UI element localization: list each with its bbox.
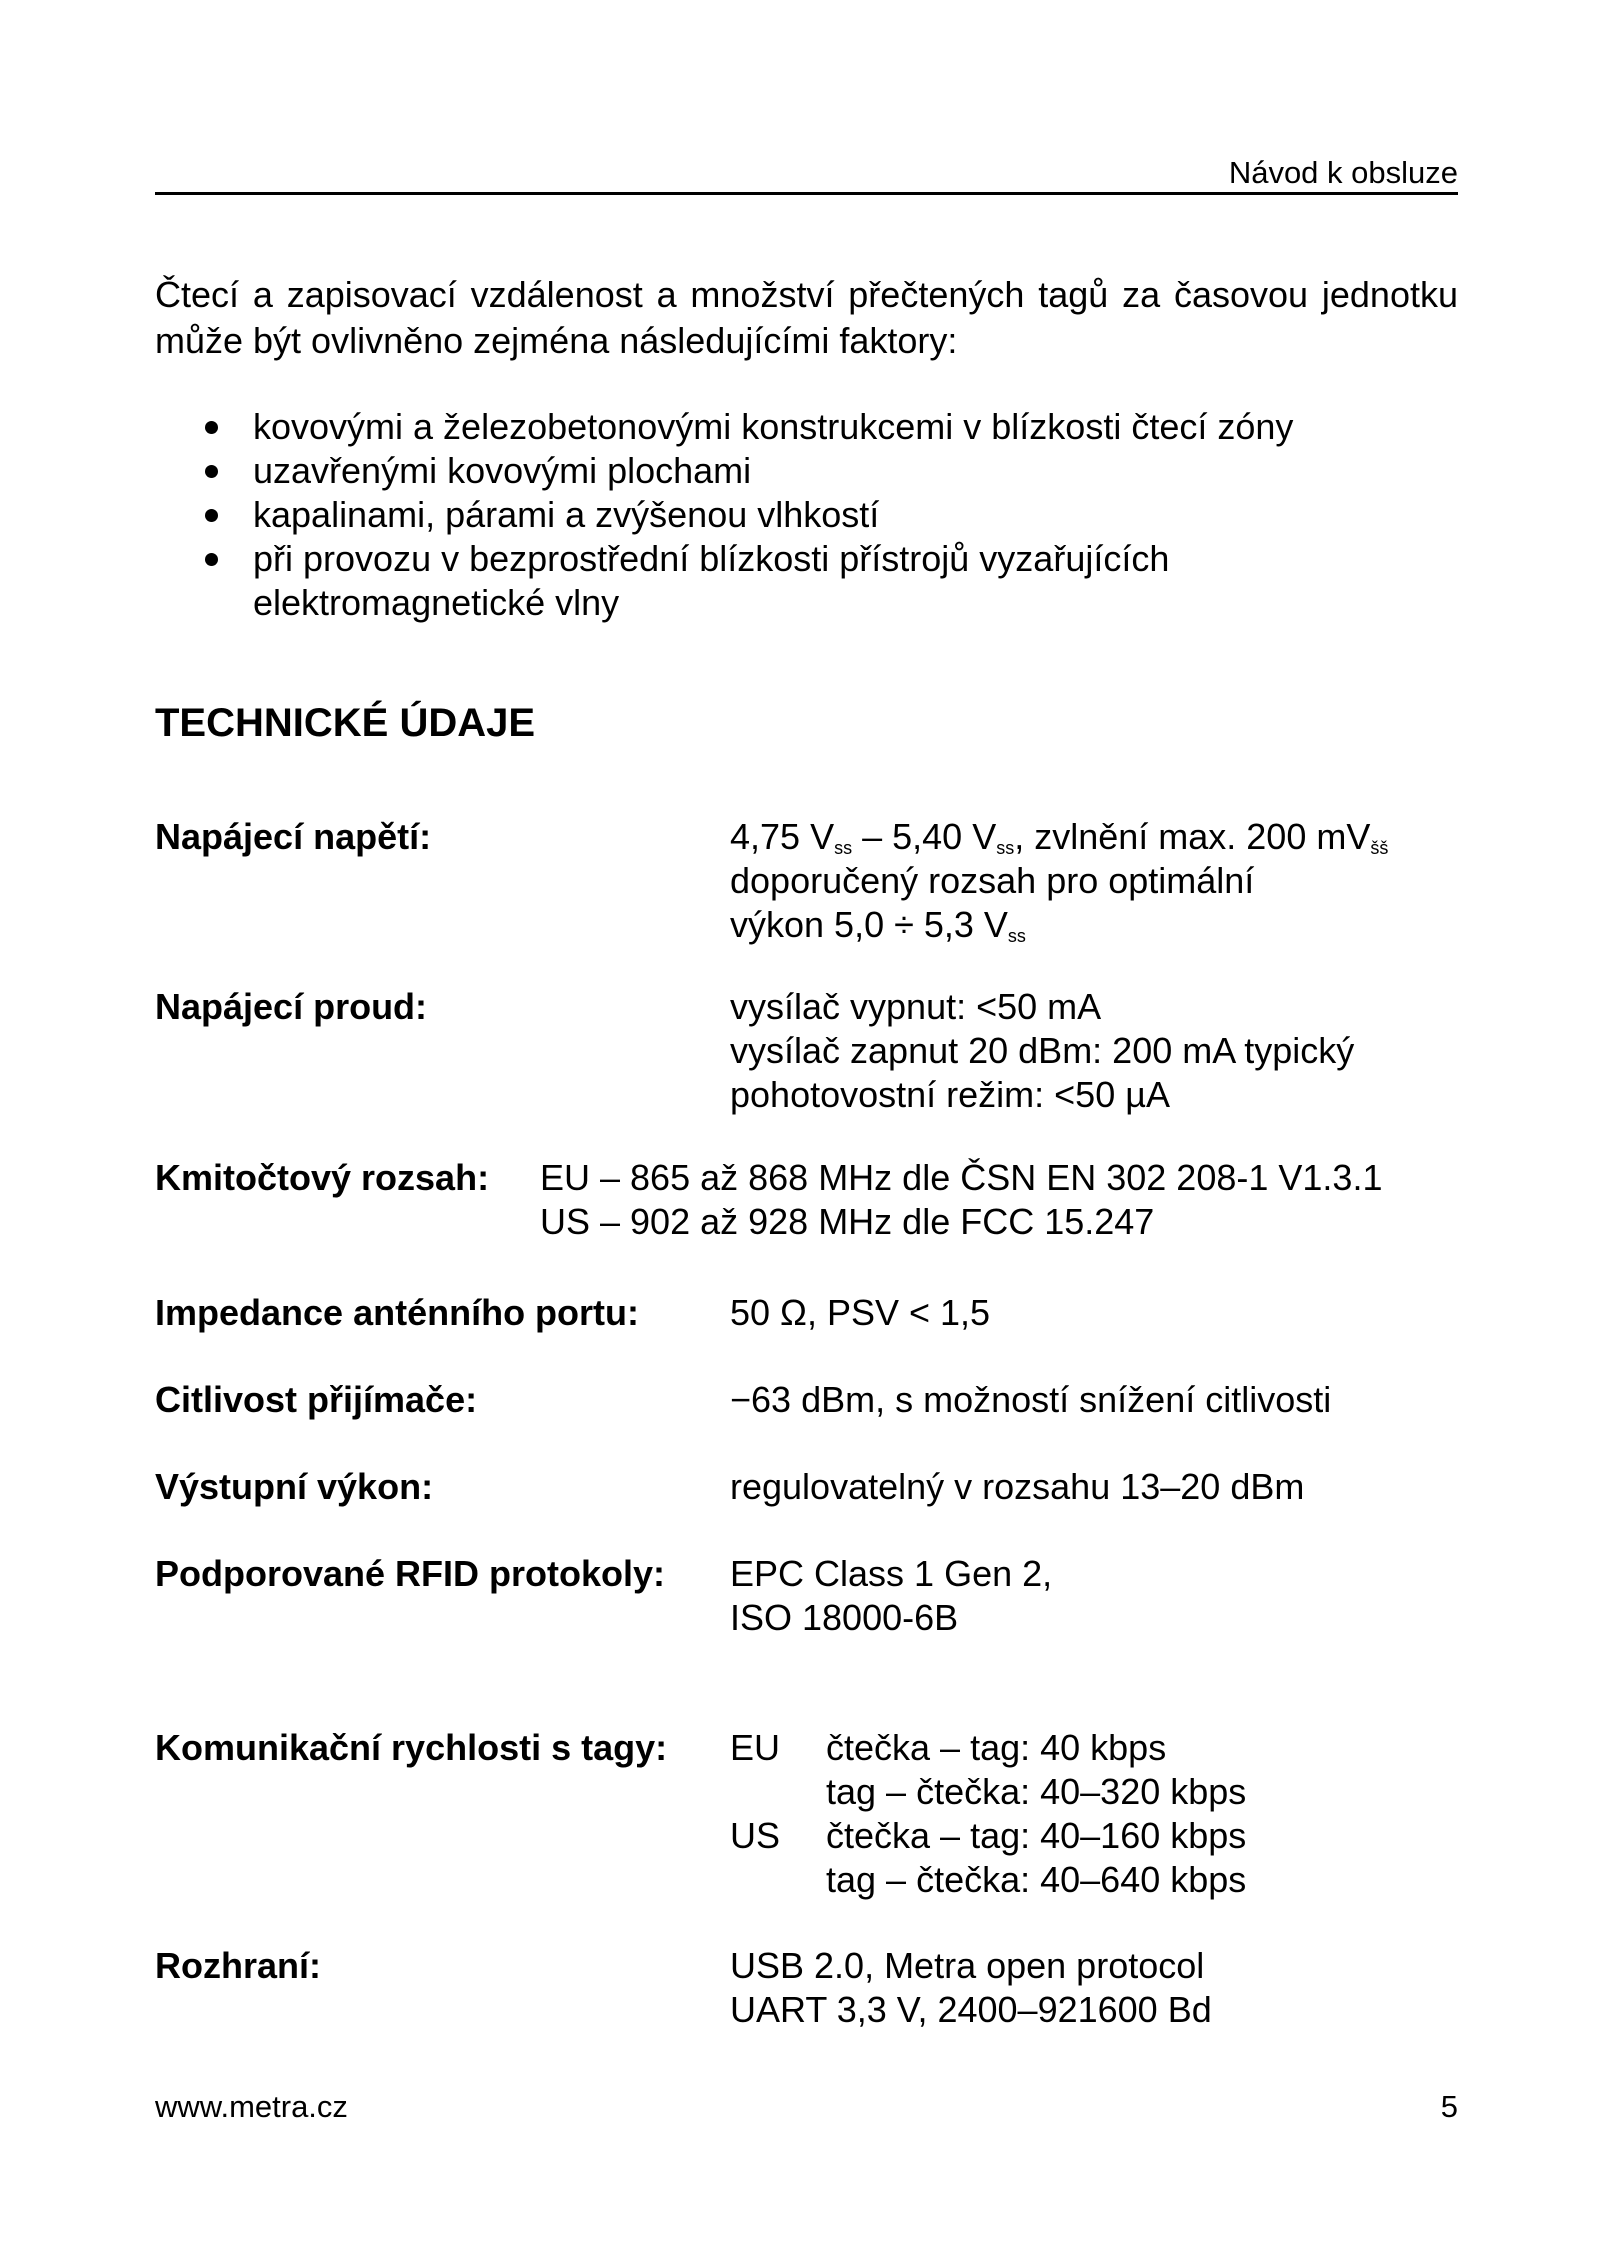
table-row: tag – čtečka: 40–320 kbps xyxy=(826,1771,1247,1812)
header-title: Návod k obsluze xyxy=(1228,155,1458,190)
bullet-icon xyxy=(205,421,218,434)
intro-paragraph: Čtecí a zapisovací vzdálenost a množství přečtených tagů za časovou jednotku může být ovlivněno zejména následujícími faktory: xyxy=(155,274,1458,361)
header-divider xyxy=(155,192,1458,195)
spec-value-supply-voltage: 4,75 $V_{ss} - 5,40$ $V_{ss}$, zvlnění max. 200 $mV_{šš}$ doporučený rozsah pro optimální výkon 5,0 ÷ 5,3 $V_{ss}$ xyxy=(730,816,1389,946)
spec-value-sensitivity: −63 dBm, s možností snížení citlivosti xyxy=(730,1379,1332,1420)
spec-label-supply-voltage: Napájecí napětí: xyxy=(155,816,432,857)
section-title: TECHNICKÉ ÚDAJE xyxy=(155,701,536,745)
spec-label-impedance: Impedance anténního portu: xyxy=(155,1292,640,1333)
spec-value-impedance: 50 Ω, PSV < 1,5 xyxy=(730,1292,991,1333)
bullet-icon xyxy=(205,509,218,522)
spec-value-comm-speeds xyxy=(730,1726,1246,1902)
list-item: kovovými a železobetonovými konstrukcemi v blízkosti čtecí zóny xyxy=(205,405,1353,449)
spec-value-frequency: EU – 865 až 868 MHz dle ČSN EN 302 208-1 V1.3.1 US – 902 až 928 MHz dle FCC 15.247 xyxy=(540,1157,1383,1242)
list-item: uzavřenými kovovými plochami xyxy=(205,449,1353,493)
table-row: tag – čtečka: 40–640 kbps xyxy=(826,1859,1247,1900)
spec-value-output-power: regulovatelný v rozsahu 13–20 dBm xyxy=(730,1466,1305,1507)
factor-list xyxy=(205,405,1353,625)
bullet-icon xyxy=(205,465,218,478)
page-number: 5 xyxy=(1440,2089,1458,2124)
spec-value-supply-current: vysílač vypnut: <50 mA vysílač zapnut 20 dBm: 200 mA typický pohotovostní režim: <50 µA xyxy=(730,986,1355,1115)
table-row: US čtečka – tag: 40–160 kbps xyxy=(730,1815,1247,1856)
spec-value-rfid-protocols: EPC Class 1 Gen 2, ISO 18000-6B xyxy=(730,1553,1053,1638)
list-item: při provozu v bezprostřední blízkosti přístrojů vyzařujících elektromagnetické vlny xyxy=(205,537,1353,625)
spec-label-sensitivity: Citlivost přijímače: xyxy=(155,1379,478,1420)
list-item: kapalinami, párami a zvýšenou vlhkostí xyxy=(205,493,1353,537)
spec-label-rfid-protocols: Podporované RFID protokoly: xyxy=(155,1553,666,1594)
spec-label-output-power: Výstupní výkon: xyxy=(155,1466,434,1507)
footer-website: www.metra.cz xyxy=(155,2089,348,2124)
spec-label-comm-speeds: Komunikační rychlosti s tagy: xyxy=(155,1727,668,1768)
bullet-icon xyxy=(205,553,218,566)
spec-label-supply-current: Napájecí proud: xyxy=(155,986,428,1027)
spec-value-interface: USB 2.0, Metra open protocol UART 3,3 V, 2400–921600 Bd xyxy=(730,1945,1212,2030)
spec-label-frequency: Kmitočtový rozsah: xyxy=(155,1157,490,1198)
table-row: EU čtečka – tag: 40 kbps xyxy=(730,1727,1167,1768)
spec-label-interface: Rozhraní: xyxy=(155,1945,321,1986)
